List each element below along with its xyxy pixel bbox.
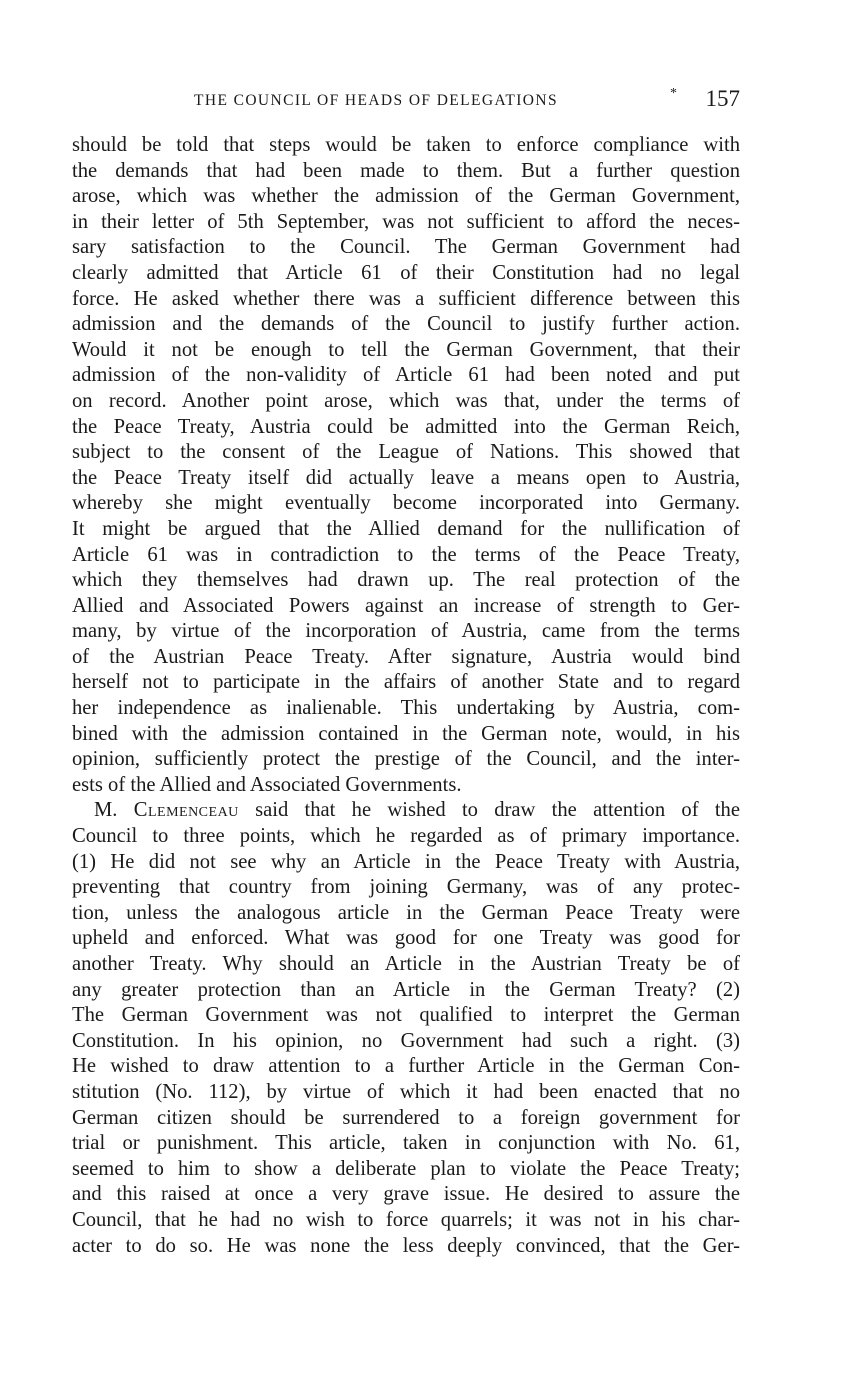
text-line: force. He asked whether there was a sufficient difference between this — [72, 287, 740, 310]
text-line: Would it not be enough to tell the German Government, that their — [72, 338, 740, 361]
text-line: many, by virtue of the incorporation of Austria, came from the terms — [72, 620, 740, 643]
text-line: sary satisfaction to the Council. The German Government had — [72, 236, 740, 259]
text-line: Council to three points, which he regarded as of primary importance. — [72, 825, 740, 848]
text-line: her independence as inalienable. This undertaking by Austria, com- — [72, 697, 740, 720]
speaker-line — [72, 798, 740, 824]
speaker-line-text: said that he wished to draw the attention of the — [255, 799, 740, 822]
paragraph-1 — [72, 133, 740, 798]
text-line: should be told that steps would be taken to enforce compliance with — [72, 134, 740, 156]
running-title: THE COUNCIL OF HEADS OF DELEGATIONS — [194, 92, 559, 109]
text-line: of the Austrian Peace Treaty. After signature, Austria would bind — [72, 645, 740, 668]
header-mark: * — [670, 86, 677, 101]
text-line: and this raised at once a very grave issue. He desired to assure the — [72, 1183, 740, 1206]
text-line: in their letter of 5th September, was not sufficient to afford the neces- — [72, 210, 740, 233]
text-line: the Peace Treaty, Austria could be admitted into the German Reich, — [72, 415, 740, 438]
text-line: whereby she might eventually become incorporated into Germany. — [72, 492, 740, 515]
text-line: stitution (No. 112), by virtue of which it had been enacted that no — [72, 1080, 740, 1103]
text-line: tion, unless the analogous article in the German Peace Treaty were — [72, 901, 740, 924]
text-line: Constitution. In his opinion, no Government had such a right. (3) — [72, 1029, 740, 1052]
text-line: Allied and Associated Powers against an increase of strength to Ger- — [72, 594, 740, 617]
text-line: another Treaty. Why should an Article in the Austrian Treaty be of — [72, 953, 740, 975]
speaker-name: Clemenceau — [133, 799, 239, 822]
text-line: ests of the Allied and Associated Governments. — [72, 773, 462, 796]
text-line: the demands that had been made to them. But a further question — [72, 159, 740, 182]
text-line: (1) He did not see why an Article in the Peace Treaty with Austria, — [72, 850, 740, 873]
text-line: which they themselves had drawn up. The real protection of the — [72, 569, 740, 592]
text-line: admission and the demands of the Council to justify further action. — [72, 313, 740, 336]
text-line: trial or punishment. This article, taken in conjunction with No. 61, — [72, 1132, 740, 1155]
text-line: opinion, sufficiently protect the prestige of the Council, and the inter- — [72, 748, 740, 771]
text-line: the Peace Treaty itself did actually leave a means open to Austria, — [72, 466, 740, 489]
text-line: on record. Another point arose, which was that, under the terms of — [72, 389, 740, 412]
text-line: clearly admitted that Article 61 of their Constitution had no legal — [72, 261, 740, 284]
text-line: German citizen should be surrendered to a foreign government for — [72, 1106, 740, 1129]
text-line: preventing that country from joining Germany, was of any protec- — [72, 876, 740, 899]
text-line: Council, that he had no wish to force quarrels; it was not in his char- — [72, 1208, 740, 1231]
running-header — [72, 86, 740, 116]
paragraph-2 — [72, 798, 740, 1259]
text-line: herself not to participate in the affairs of another State and to regard — [72, 671, 740, 694]
speaker-prefix: M. — [94, 799, 118, 822]
text-line: any greater protection than an Article in the German Treaty? (2) — [72, 978, 740, 1001]
page-number: 157 — [705, 86, 740, 111]
text-line: subject to the consent of the League of Nations. This showed that — [72, 441, 740, 464]
text-line: bined with the admission contained in the German note, would, in his — [72, 722, 740, 745]
body-text — [72, 133, 740, 1259]
text-line: arose, which was whether the admission of the German Government, — [72, 185, 740, 208]
text-line: upheld and enforced. What was good for one Treaty was good for — [72, 927, 740, 950]
text-line: acter to do so. He was none the less deeply convinced, that the Ger- — [72, 1234, 740, 1257]
text-line: The German Government was not qualified to interpret the German — [72, 1004, 740, 1027]
text-line: It might be argued that the Allied demand for the nullification of — [72, 517, 740, 540]
text-line: He wished to draw attention to a further Article in the German Con- — [72, 1055, 740, 1078]
text-line: admission of the non-validity of Article 61 had been noted and put — [72, 364, 740, 387]
text-line: seemed to him to show a deliberate plan to violate the Peace Treaty; — [72, 1157, 740, 1180]
text-line: Article 61 was in contradiction to the terms of the Peace Treaty, — [72, 543, 740, 566]
